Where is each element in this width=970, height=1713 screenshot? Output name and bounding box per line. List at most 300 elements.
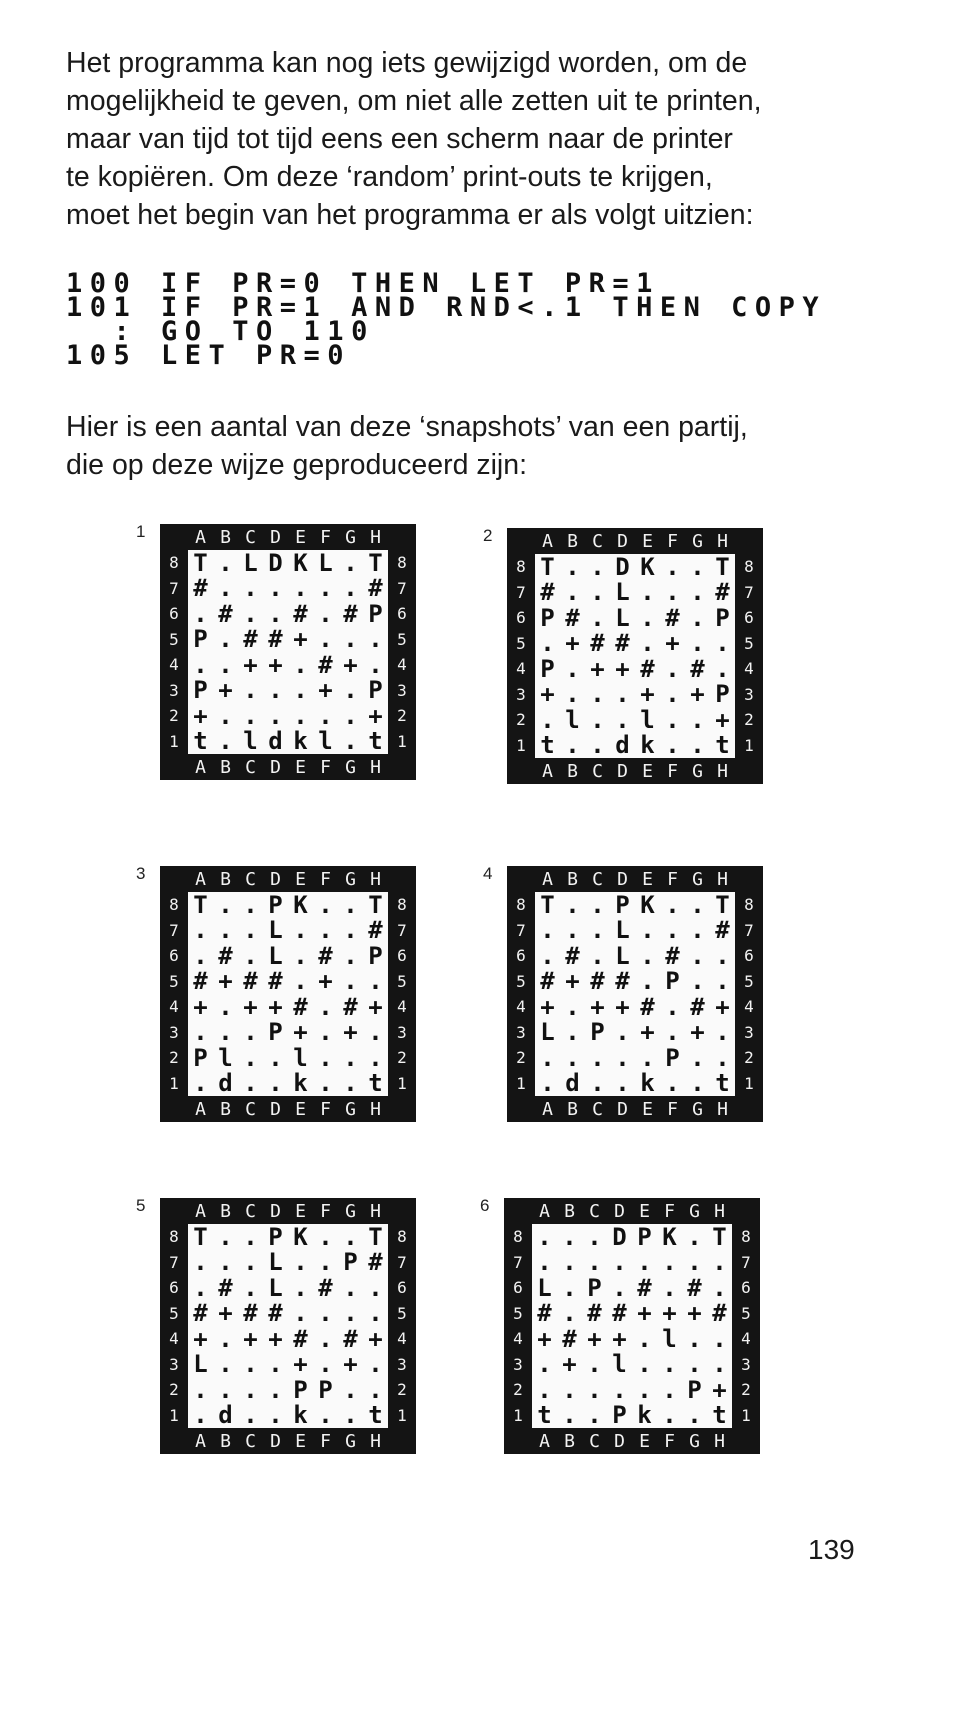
snapshot-1 <box>160 524 420 784</box>
board-square: # <box>587 1299 602 1328</box>
board-square: P <box>665 967 680 996</box>
file-label: H <box>717 868 728 890</box>
rank-label: 6 <box>744 608 754 628</box>
board-square: . <box>343 1043 358 1072</box>
board-square: P <box>268 1018 283 1047</box>
file-label: E <box>642 1098 653 1120</box>
board-square: . <box>715 1043 730 1072</box>
board-square: P <box>193 1043 208 1072</box>
rank-labels-right <box>733 1224 759 1428</box>
file-label: G <box>692 1098 703 1120</box>
rank-label: 1 <box>741 1405 751 1425</box>
rank-labels-right <box>389 550 415 754</box>
rank-label: 4 <box>397 997 407 1017</box>
board-square: . <box>615 1043 630 1072</box>
board-square: . <box>687 1248 702 1277</box>
rank-label: 8 <box>513 1227 523 1247</box>
rank-label: 2 <box>744 1048 754 1068</box>
rank-labels-left <box>505 1224 531 1428</box>
board-square: P <box>715 680 730 709</box>
board-square: . <box>637 1248 652 1277</box>
board-square: . <box>318 916 333 945</box>
board-square: . <box>243 701 258 730</box>
board-square: + <box>318 967 333 996</box>
board-square: l <box>293 1043 308 1072</box>
rank-label: 4 <box>744 659 754 679</box>
board-square: . <box>590 705 605 734</box>
board-square: . <box>218 727 233 756</box>
board-square: . <box>537 1222 552 1251</box>
rank-label: 7 <box>169 1252 179 1272</box>
board-square: . <box>612 1273 627 1302</box>
board-square: . <box>665 890 680 919</box>
board-square: + <box>565 629 580 658</box>
file-label: E <box>639 1200 650 1222</box>
board-square: + <box>715 992 730 1021</box>
board-square: # <box>715 578 730 607</box>
board-square: . <box>715 1018 730 1047</box>
board-square: # <box>565 603 580 632</box>
board-square: . <box>368 1273 383 1302</box>
board-square: . <box>293 916 308 945</box>
board-square: . <box>665 731 680 760</box>
board-square: D <box>615 552 630 581</box>
board-square: t <box>368 1069 383 1098</box>
board-square: . <box>590 916 605 945</box>
board-square: # <box>612 1299 627 1328</box>
board-square: . <box>562 1299 577 1328</box>
rank-labels-left <box>161 550 187 754</box>
board-square: . <box>690 916 705 945</box>
board-square: . <box>368 1375 383 1404</box>
board-square: K <box>640 552 655 581</box>
board-square: . <box>218 701 233 730</box>
board-square: . <box>218 1222 233 1251</box>
board-square: + <box>690 680 705 709</box>
board-square: P <box>687 1375 702 1404</box>
board-square: . <box>243 1069 258 1098</box>
file-labels-bottom <box>532 1428 732 1454</box>
chessboard-screen <box>160 524 416 780</box>
board-square: . <box>637 1324 652 1353</box>
board-square: + <box>540 680 555 709</box>
board-square: . <box>343 941 358 970</box>
board-square: # <box>715 916 730 945</box>
file-label: C <box>592 868 603 890</box>
file-label: B <box>220 868 231 890</box>
board-square: + <box>615 992 630 1021</box>
rank-label: 5 <box>516 633 526 653</box>
snapshot-number: 1 <box>136 522 146 541</box>
rank-label: 3 <box>741 1354 751 1374</box>
file-label: G <box>345 1430 356 1452</box>
file-label: G <box>692 868 703 890</box>
board-square: . <box>565 552 580 581</box>
file-label: B <box>567 760 578 782</box>
board-square: . <box>343 727 358 756</box>
rank-label: 6 <box>169 604 179 624</box>
board-square: L <box>268 1273 283 1302</box>
rank-label: 1 <box>744 735 754 755</box>
board-square: t <box>540 731 555 760</box>
board-square: + <box>218 676 233 705</box>
board-square: . <box>615 1069 630 1098</box>
rank-label: 4 <box>516 659 526 679</box>
rank-label: 7 <box>169 920 179 940</box>
board-square: . <box>293 941 308 970</box>
board-square: # <box>687 1273 702 1302</box>
file-label: A <box>195 1098 206 1120</box>
page-number: 139 <box>808 1534 855 1565</box>
board-square: . <box>293 967 308 996</box>
board-square: P <box>368 599 383 628</box>
board-square: . <box>687 1222 702 1251</box>
board-square: L <box>540 1018 555 1047</box>
board-square: + <box>612 1324 627 1353</box>
file-label: D <box>617 760 628 782</box>
file-label: B <box>220 756 231 778</box>
board-square: # <box>218 599 233 628</box>
rank-label: 4 <box>741 1329 751 1349</box>
board-square: L <box>268 1248 283 1277</box>
rank-labels-left <box>161 892 187 1096</box>
file-label: B <box>220 1430 231 1452</box>
board-square: + <box>640 680 655 709</box>
board-square: . <box>562 1273 577 1302</box>
board-square: # <box>243 1299 258 1328</box>
rank-label: 7 <box>397 920 407 940</box>
board-square: # <box>293 992 308 1021</box>
rank-label: 4 <box>169 997 179 1017</box>
board-square: # <box>712 1299 727 1328</box>
board-square: . <box>665 916 680 945</box>
board-square: # <box>318 941 333 970</box>
board-square: + <box>318 676 333 705</box>
board-square: t <box>368 727 383 756</box>
board-square: K <box>662 1222 677 1251</box>
intro-line: Het programma kan nog iets gewijzigd worden, om de <box>66 47 748 79</box>
file-label: C <box>592 530 603 552</box>
board-square: . <box>293 574 308 603</box>
snapshot-6 <box>504 1198 764 1458</box>
file-labels-top <box>535 528 735 554</box>
board-square: . <box>687 1350 702 1379</box>
board-square: . <box>243 574 258 603</box>
board-square: . <box>615 680 630 709</box>
board-square: . <box>243 676 258 705</box>
board-square: . <box>590 578 605 607</box>
rank-label: 1 <box>397 1073 407 1093</box>
board-square: + <box>537 1324 552 1353</box>
board-square: . <box>343 1222 358 1251</box>
file-label: G <box>345 756 356 778</box>
board-square: . <box>712 1248 727 1277</box>
board-square: . <box>715 941 730 970</box>
board-square: + <box>218 1299 233 1328</box>
board-square: # <box>318 1273 333 1302</box>
board-square: L <box>615 578 630 607</box>
rank-label: 8 <box>397 553 407 573</box>
board-square: . <box>612 1375 627 1404</box>
file-label: F <box>667 1098 678 1120</box>
board-square: # <box>243 967 258 996</box>
file-labels-bottom <box>535 1096 735 1122</box>
board-square: . <box>318 625 333 654</box>
file-label: G <box>689 1200 700 1222</box>
file-labels-top <box>188 1198 388 1224</box>
board-square: + <box>615 654 630 683</box>
file-label: E <box>642 760 653 782</box>
board-square: # <box>590 967 605 996</box>
board-square: # <box>665 941 680 970</box>
board-square: . <box>712 1350 727 1379</box>
board-square: l <box>318 727 333 756</box>
file-label: D <box>270 1098 281 1120</box>
board-square: + <box>268 1324 283 1353</box>
board-square: . <box>540 941 555 970</box>
board-square: . <box>318 574 333 603</box>
outro-line: die op deze wijze geproduceerd zijn: <box>66 449 528 481</box>
board-square: . <box>590 680 605 709</box>
file-label: E <box>295 1430 306 1452</box>
board-square: . <box>587 1375 602 1404</box>
board-square: . <box>565 890 580 919</box>
board-square: # <box>318 650 333 679</box>
board-square: . <box>193 1401 208 1430</box>
board-square: . <box>537 1350 552 1379</box>
rank-labels-left <box>161 1224 187 1428</box>
board-square: + <box>193 701 208 730</box>
board-square: . <box>243 1248 258 1277</box>
file-label: C <box>245 756 256 778</box>
file-label: H <box>714 1200 725 1222</box>
board-square: . <box>540 705 555 734</box>
rank-labels-left <box>508 554 534 758</box>
board-square: . <box>243 1222 258 1251</box>
board-square: + <box>343 1018 358 1047</box>
board-square: . <box>662 1273 677 1302</box>
board-square: . <box>690 941 705 970</box>
board-square: T <box>712 1222 727 1251</box>
board-square: . <box>268 1401 283 1430</box>
board-square: . <box>662 1248 677 1277</box>
board-square: . <box>218 650 233 679</box>
board-square: . <box>318 890 333 919</box>
file-label: E <box>295 756 306 778</box>
board-square: . <box>318 1350 333 1379</box>
board-square: P <box>715 603 730 632</box>
chessboard-grid <box>188 1224 388 1428</box>
rank-label: 7 <box>744 582 754 602</box>
file-label: H <box>717 760 728 782</box>
board-square: L <box>318 548 333 577</box>
file-label: D <box>617 530 628 552</box>
file-label: H <box>370 526 381 548</box>
board-square: # <box>268 967 283 996</box>
rank-labels-right <box>389 1224 415 1428</box>
board-square: . <box>343 625 358 654</box>
file-label: A <box>539 1200 550 1222</box>
board-square: . <box>690 967 705 996</box>
file-label: A <box>539 1430 550 1452</box>
file-label: E <box>295 868 306 890</box>
board-square: P <box>637 1222 652 1251</box>
file-label: E <box>295 1200 306 1222</box>
file-label: D <box>270 868 281 890</box>
chessboard-screen <box>507 528 763 784</box>
board-square: # <box>218 1273 233 1302</box>
board-square: + <box>587 1324 602 1353</box>
board-square: T <box>540 890 555 919</box>
board-square: k <box>293 1401 308 1430</box>
board-square: . <box>565 916 580 945</box>
rank-label: 8 <box>397 895 407 915</box>
file-label: F <box>667 530 678 552</box>
board-square: . <box>218 890 233 919</box>
chessboard-grid <box>188 892 388 1096</box>
rank-label: 5 <box>397 971 407 991</box>
board-square: . <box>268 676 283 705</box>
board-square: . <box>690 890 705 919</box>
board-square: . <box>665 654 680 683</box>
file-label: B <box>567 1098 578 1120</box>
board-square: # <box>368 1248 383 1277</box>
basic-code-listing <box>66 268 827 371</box>
board-square: . <box>343 701 358 730</box>
file-label: A <box>542 868 553 890</box>
board-square: . <box>293 1273 308 1302</box>
board-square: . <box>343 916 358 945</box>
board-square: L <box>615 916 630 945</box>
board-square: . <box>243 599 258 628</box>
rank-label: 1 <box>397 1405 407 1425</box>
intro-line: moet het begin van het programma er als volgt uitzien: <box>66 199 754 231</box>
board-square: l <box>640 705 655 734</box>
snapshot-number: 5 <box>136 1196 146 1215</box>
board-square: . <box>318 1248 333 1277</box>
rank-label: 2 <box>169 706 179 726</box>
rank-labels-right <box>736 554 762 758</box>
rank-label: 5 <box>169 971 179 991</box>
board-square: . <box>540 1069 555 1098</box>
board-square: . <box>590 731 605 760</box>
snapshot-number: 3 <box>136 864 146 883</box>
board-square: # <box>193 1299 208 1328</box>
rank-label: 2 <box>744 710 754 730</box>
file-label: E <box>295 1098 306 1120</box>
rank-label: 4 <box>513 1329 523 1349</box>
board-square: . <box>318 1222 333 1251</box>
board-square: . <box>343 1069 358 1098</box>
board-square: # <box>565 941 580 970</box>
file-labels-top <box>188 866 388 892</box>
rank-label: 8 <box>169 553 179 573</box>
board-square: . <box>562 1248 577 1277</box>
rank-label: 7 <box>516 920 526 940</box>
rank-labels-left <box>508 892 534 1096</box>
board-square: . <box>218 916 233 945</box>
rank-label: 6 <box>516 946 526 966</box>
board-square: + <box>712 1375 727 1404</box>
file-label: E <box>642 868 653 890</box>
rank-label: 2 <box>397 1380 407 1400</box>
file-label: C <box>592 760 603 782</box>
board-square: # <box>343 599 358 628</box>
rank-label: 3 <box>169 1354 179 1374</box>
rank-label: 4 <box>516 997 526 1017</box>
board-square: K <box>293 548 308 577</box>
board-square: . <box>562 1375 577 1404</box>
board-square: d <box>615 731 630 760</box>
board-square: P <box>590 1018 605 1047</box>
board-square: . <box>662 1350 677 1379</box>
board-square: T <box>368 1222 383 1251</box>
rank-label: 2 <box>516 710 526 730</box>
board-square: . <box>193 941 208 970</box>
board-square: T <box>368 890 383 919</box>
board-square: . <box>562 1401 577 1430</box>
board-square: . <box>318 1018 333 1047</box>
code-line: : GO TO 110 <box>66 316 375 347</box>
rank-label: 7 <box>397 578 407 598</box>
file-label: A <box>542 760 553 782</box>
board-square: . <box>665 705 680 734</box>
rank-label: 8 <box>741 1227 751 1247</box>
file-label: H <box>714 1430 725 1452</box>
board-square: T <box>540 552 555 581</box>
file-label: G <box>692 760 703 782</box>
file-labels-top <box>535 866 735 892</box>
chessboard-screen <box>160 866 416 1122</box>
file-label: F <box>320 1200 331 1222</box>
file-label: F <box>320 756 331 778</box>
rank-label: 3 <box>744 684 754 704</box>
board-square: . <box>318 701 333 730</box>
board-square: . <box>293 701 308 730</box>
rank-label: 6 <box>397 946 407 966</box>
board-square: . <box>193 1248 208 1277</box>
board-square: . <box>243 916 258 945</box>
rank-label: 5 <box>513 1303 523 1323</box>
board-square: # <box>218 941 233 970</box>
board-square: + <box>293 625 308 654</box>
file-label: E <box>639 1430 650 1452</box>
rank-label: 2 <box>516 1048 526 1068</box>
board-square: + <box>565 967 580 996</box>
board-square: . <box>640 1043 655 1072</box>
board-square: . <box>637 1375 652 1404</box>
code-line: 100 IF PR=0 THEN LET PR=1 <box>66 268 660 299</box>
board-square: # <box>293 1324 308 1353</box>
rank-label: 5 <box>169 1303 179 1323</box>
board-square: # <box>368 574 383 603</box>
chessboard-screen <box>504 1198 760 1454</box>
chessboard-screen <box>507 866 763 1122</box>
board-square: . <box>318 1069 333 1098</box>
snapshot-5 <box>160 1198 420 1458</box>
rank-label: 7 <box>741 1252 751 1272</box>
rank-label: 3 <box>516 684 526 704</box>
file-label: C <box>589 1200 600 1222</box>
board-square: k <box>640 731 655 760</box>
intro-line: te kopiëren. Om deze ‘random’ print-outs te krijgen, <box>66 161 713 193</box>
board-square: . <box>293 1248 308 1277</box>
board-square: + <box>243 992 258 1021</box>
board-square: . <box>318 992 333 1021</box>
board-square: # <box>193 574 208 603</box>
board-square: T <box>368 548 383 577</box>
board-square: T <box>193 1222 208 1251</box>
